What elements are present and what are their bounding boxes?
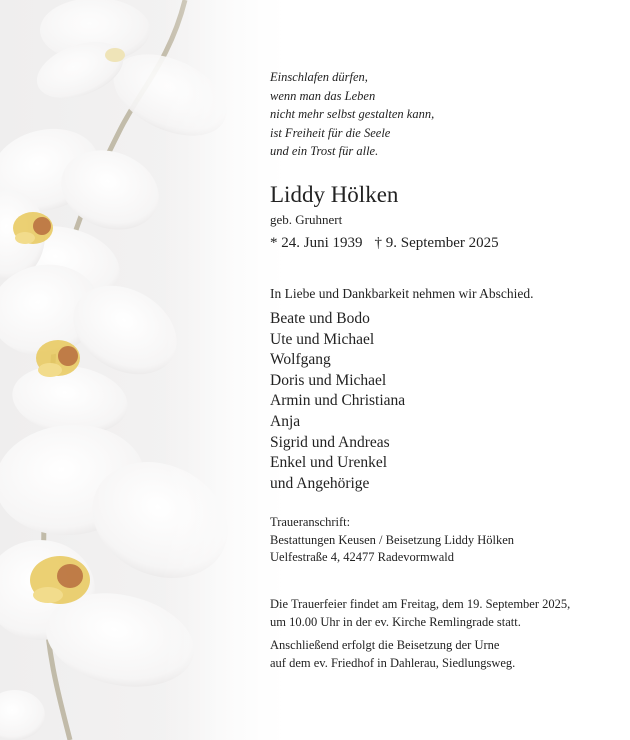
ceremony-line: um 10.00 Uhr in der ev. Kirche Remlingrade statt.: [270, 614, 521, 629]
memorial-poem: [270, 68, 620, 161]
address-line: Bestattungen Keusen / Beisetzung Liddy Hölken: [270, 532, 515, 547]
mourner-entry: Anja: [270, 412, 301, 430]
mourner-entry: Sigrid und Andreas: [270, 433, 390, 451]
mourning-address: [270, 514, 620, 567]
poem-line: Einschlafen dürfen,: [270, 70, 368, 84]
mourner-entry: Armin und Christiana: [270, 392, 406, 410]
death-date: † 9. September 2025: [374, 235, 499, 251]
mourner-entry: Wolfgang: [270, 351, 331, 369]
burial-info: [270, 637, 620, 672]
mourner-entry: Ute und Michael: [270, 330, 375, 348]
mourners-list: [270, 309, 620, 494]
poem-line: und ein Trost für alle.: [270, 144, 379, 158]
mourner-entry: Beate und Bodo: [270, 310, 370, 327]
poem-line: nicht mehr selbst gestalten kann,: [270, 107, 435, 121]
poem-line: wenn man das Leben: [270, 88, 376, 103]
orchid-decoration: [0, 0, 300, 740]
mourner-entry: Doris und Michael: [270, 371, 387, 389]
mourner-entry: Enkel und Urenkel: [270, 454, 388, 472]
mourner-entry: und Angehörige: [270, 474, 370, 492]
burial-line: auf dem ev. Friedhof in Dahlerau, Siedlungsweg.: [270, 655, 516, 670]
ceremony-line: Die Trauerfeier findet am Freitag, dem 19. September 2025,: [270, 597, 571, 611]
ceremony-info: [270, 596, 620, 631]
address-line: Uelfestraße 4, 42477 Radevormwald: [270, 550, 454, 564]
address-label: Traueranschrift:: [270, 515, 351, 529]
poem-line: ist Freiheit für die Seele: [270, 125, 391, 140]
deceased-name: Liddy Hölken: [270, 182, 399, 207]
birth-name: geb. Gruhnert: [270, 212, 343, 227]
life-dates: [270, 233, 620, 253]
farewell-intro: In Liebe und Dankbarkeit nehmen wir Abschied.: [270, 286, 534, 301]
birth-date: * 24. Juni 1939: [270, 235, 363, 251]
burial-line: Anschließend erfolgt die Beisetzung der Urne: [270, 638, 500, 652]
